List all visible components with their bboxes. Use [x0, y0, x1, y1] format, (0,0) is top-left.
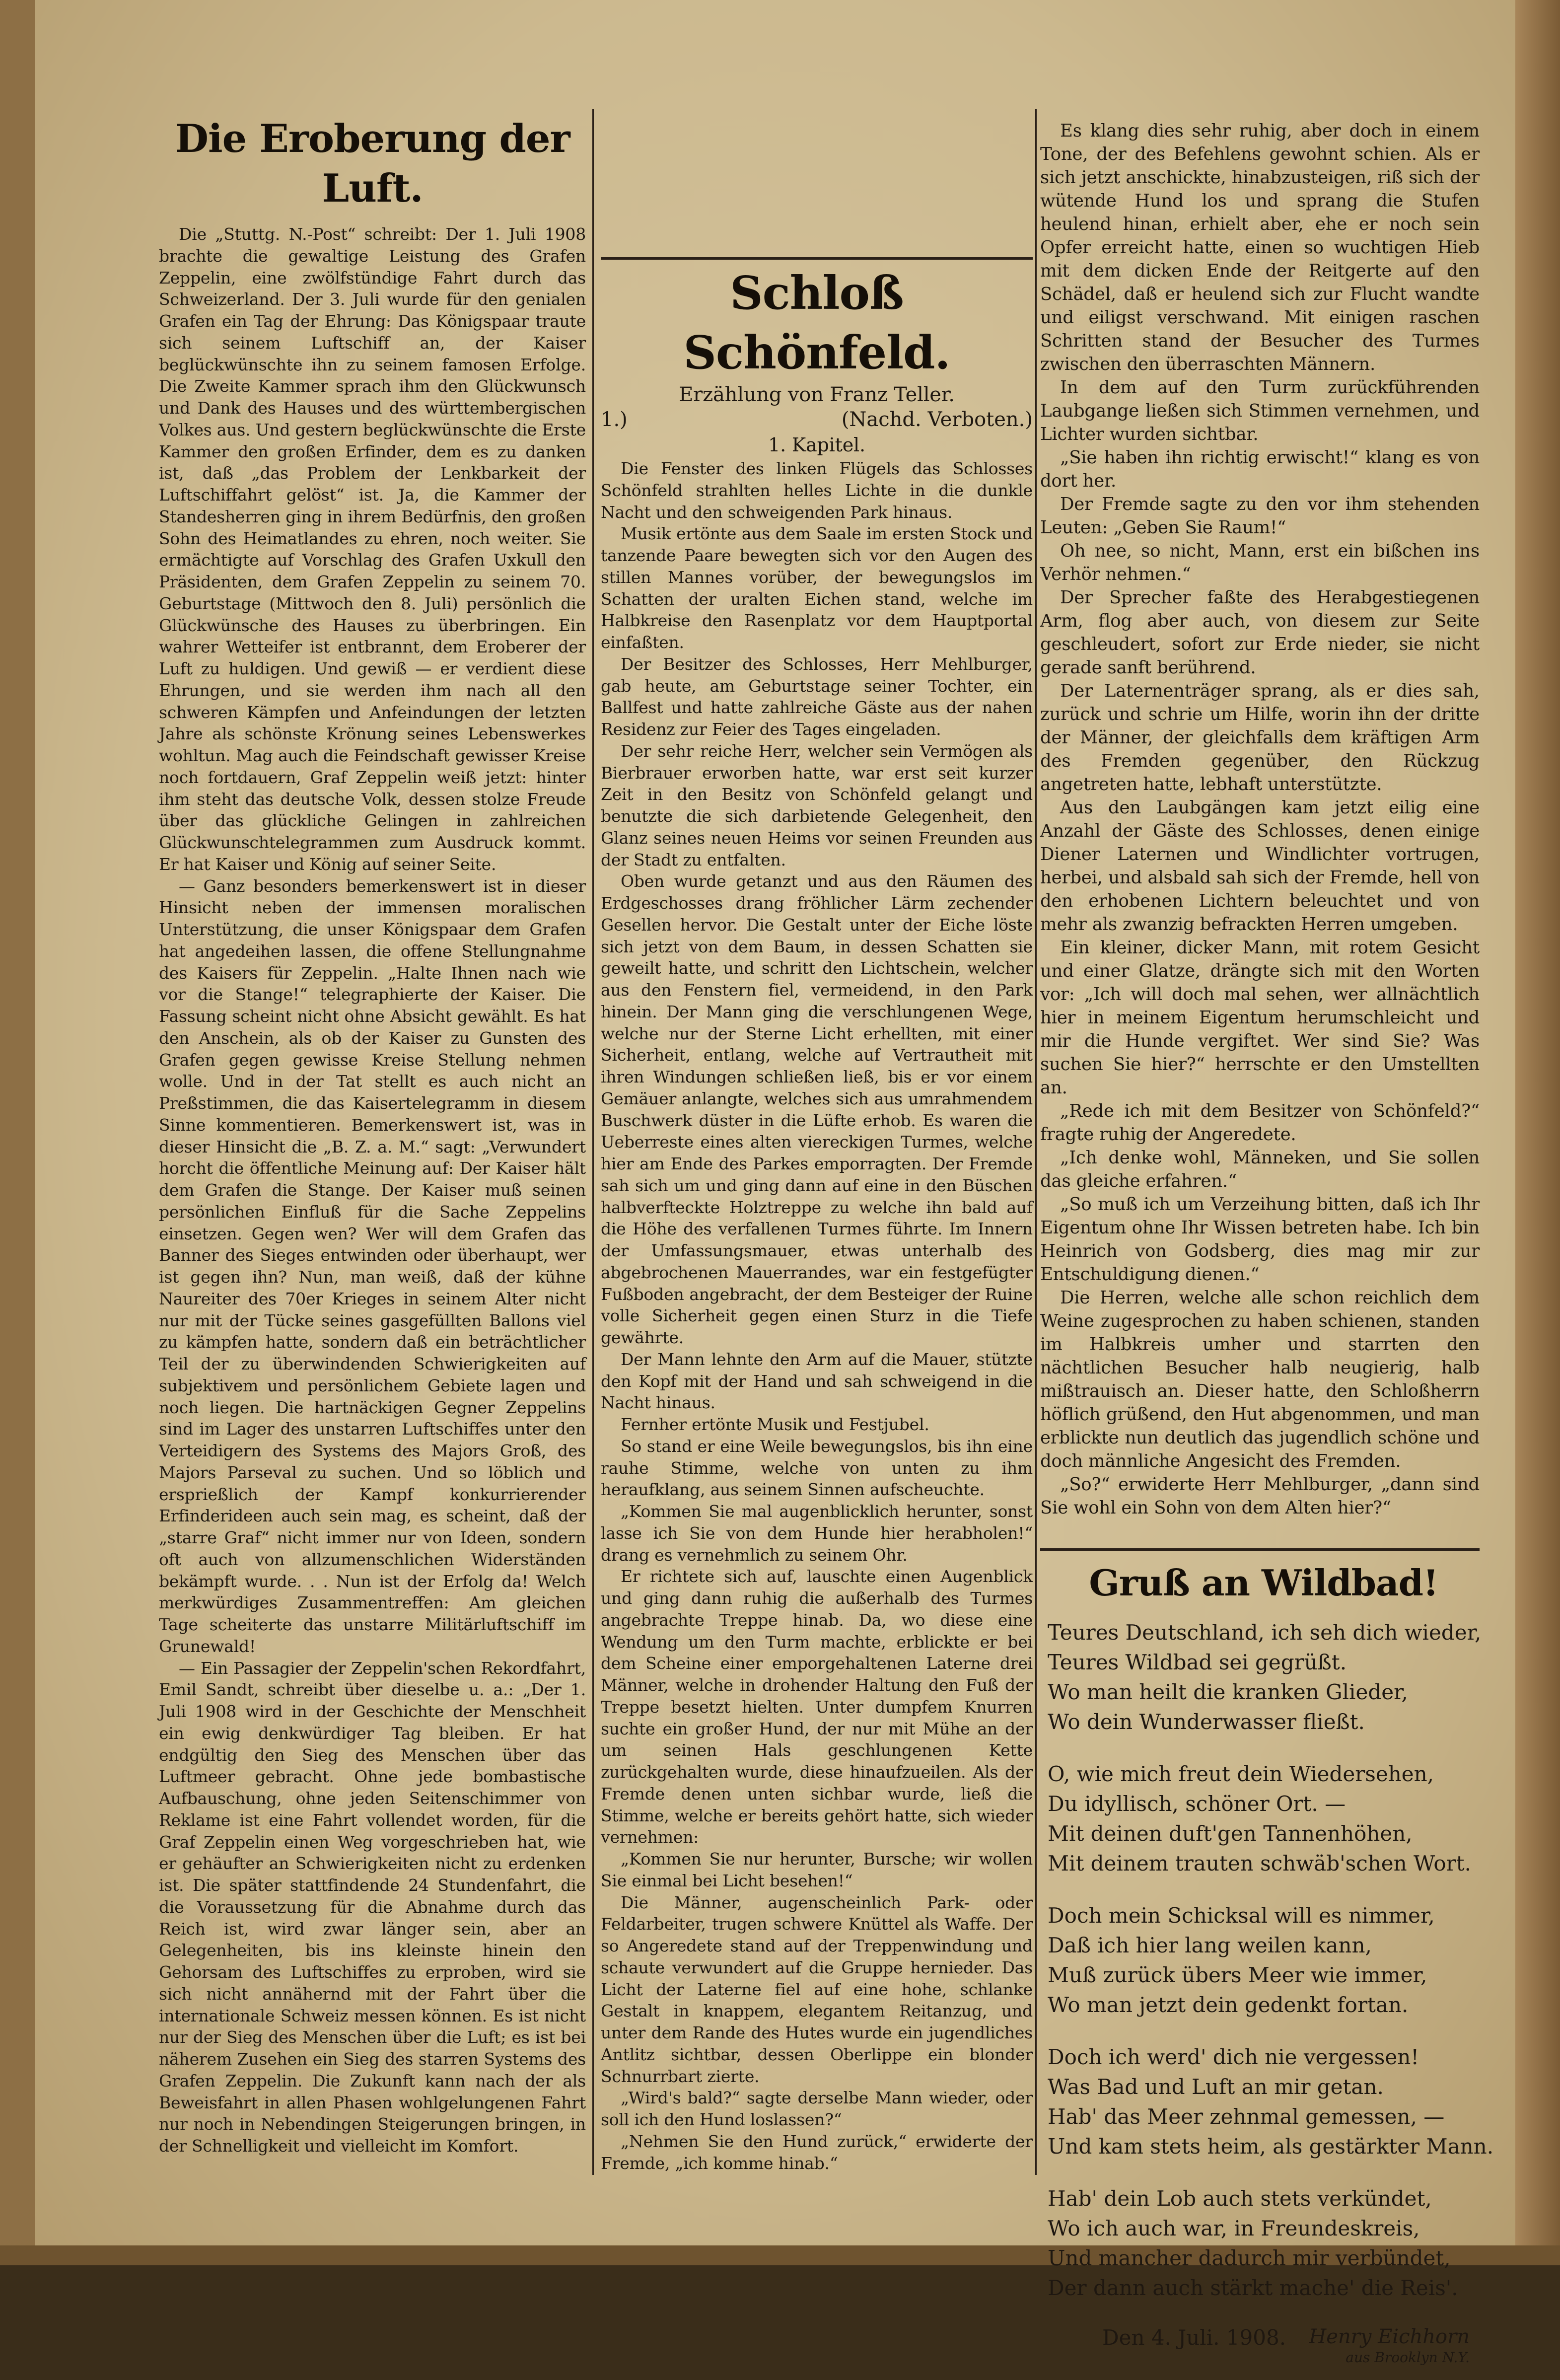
story-paragraph: Der Besitzer des Schlosses, Herr Mehlburger, gab heute, am Geburtstage seiner Tochter, ein Ballfest und hatte zahlreiche Gäste aus der nahen Residenz zur Feier des Tages eingeladen. — [601, 654, 1033, 739]
story-paragraph: Ein kleiner, dicker Mann, mit rotem Gesicht und einer Glatze, drängte sich mit den Worten vor: „Ich will doch mal sehen, wer allnächtlich hier in meinem Eigentum herumschleicht und mir die Hunde vergiftet. Wer sind Sie? Was suchen Sie hier?“ herrschte er den Umstellten an. — [1040, 938, 1480, 1098]
story-paragraph: Der Laternenträger sprang, als er dies sah, zurück und schrie um Hilfe, worin ihn der dritte der Männer, der gleichfalls dem kräftigen Arm des Fremden gegenüber, den Rückzug angetreten hatte, lebhaft unterstützte. — [1040, 681, 1480, 794]
poem-stanza — [1048, 1901, 1480, 2020]
story-paragraph: Er richtete sich auf, lauschte einen Augenblick und ging dann ruhig die außerhalb des Turmes angebrachte Treppe hinab. Da, wo diese eine Wendung um den Turm machte, erblickte er bei dem Scheine einer emporgehaltenen Laterne drei Männer, welche in drohender Haltung den Fuß der Treppe besetzt hielten. Unter dumpfem Knurren suchte ein großer Hund, der nur mit Mühe an der um seinen Hals geschlungenen Kette zurückgehalten wurde, diese hinaufzueilen. Als der Fremde denen unten sichbar wurde, ließ die Stimme, welche er bereits gehört hatte, sich wieder vernehmen: — [601, 1567, 1033, 1847]
poem-line: Du idyllisch, schöner Ort. — — [1048, 1792, 1346, 1816]
poem-date: Den 4. Juli. 1908. — [1102, 2325, 1286, 2350]
story-paragraph: „So muß ich um Verzeihung bitten, daß ich Ihr Eigentum ohne Ihr Wissen betreten habe. Ich bin Heinrich von Godsberg, dies mag mir zur Entschuldigung dienen.“ — [1040, 1194, 1480, 1285]
story-paragraph: Aus den Laubgängen kam jetzt eilig eine Anzahl der Gäste des Schlosses, denen einige Diener Laternen und Windlichter vortrugen, herbei, und alsbald sah sich der Fremde, hell von den erhobenen Lichtern beleuchtet und von mehr als zwanzig befrackten Herren umgeben. — [1040, 797, 1480, 935]
binding-edge — [0, 0, 35, 2265]
chapter-heading: 1. Kapitel. — [768, 434, 865, 456]
story-paragraph: „So?“ erwiderte Herr Mehlburger, „dann sind Sie wohl ein Sohn von dem Alten hier?“ — [1040, 1474, 1480, 1518]
story-title: Schloß Schönfeld. — [683, 266, 950, 379]
story-paragraph: Es klang dies sehr ruhig, aber doch in einem Tone, der des Befehlens gewohnt schien. Als er sich jetzt anschickte, hinabzusteigen, riß sich der wütende Hund los und sprang die Stufen heulend hinan, erhielt aber, ehe er noch sein Opfer erreicht hatte, einen so wuchtigen Hieb mit dem dicken Ende der Reitgerte auf den Schädel, daß er heulend sich zur Flucht wandte und eiligst verschwand. Mit einigen raschen Schritten stand der Besucher des Turmes zwischen den überraschten Männern. — [1040, 121, 1480, 374]
poem-gruss-an-wildbad — [1048, 1559, 1494, 2380]
poem-line: Doch ich werd' dich nie vergessen! — [1048, 2045, 1419, 2069]
poem-line: Teures Wildbad sei gegrüßt. — [1048, 1650, 1347, 1674]
story-paragraph: „Kommen Sie mal augenblicklich herunter, sonst lasse ich Sie von dem Hunde hier herabholen!“ drang es vernehmlich zu seinem Ohr. — [601, 1502, 1033, 1565]
page-edge — [1515, 0, 1560, 2265]
divider — [1040, 1548, 1480, 1551]
poem-line: O, wie mich freut dein Wiedersehen, — [1048, 1762, 1434, 1786]
column-rule — [592, 109, 594, 2175]
article-title: Die Eroberung der Luft. — [175, 116, 570, 211]
story-paragraph: Der Mann lehnte den Arm auf die Mauer, stützte den Kopf mit der Hand und sah schweigend in die Nacht hinaus. — [601, 1349, 1033, 1413]
story-paragraph: „Nehmen Sie den Hund zurück,“ erwiderte der Fremde, „ich komme hinab.“ — [601, 2131, 1033, 2173]
poem-line: Doch mein Schicksal will es nimmer, — [1048, 1903, 1435, 1928]
poem-line: Mit deinem trauten schwäb'schen Wort. — [1048, 1851, 1471, 1875]
article-schloss-continued — [1040, 119, 1480, 1519]
rights-notice: (Nachd. Verboten.) — [841, 408, 1033, 431]
poem-line: Und mancher dadurch mir verbündet, — [1048, 2246, 1451, 2270]
poem-line: Wo ich auch war, in Freundeskreis, — [1048, 2216, 1420, 2240]
story-paragraph: „Wird's bald?“ sagte derselbe Mann wieder, oder soll ich den Hund loslassen?“ — [601, 2088, 1033, 2129]
poem-line: Mit deinen duft'gen Tannenhöhen, — [1048, 1821, 1413, 1846]
poem-stanza — [1048, 1759, 1480, 1878]
story-paragraph: Die Herren, welche alle schon reichlich dem Weine zugesprochen zu haben schienen, standen im Halbkreis umher und starrten den nächtlichen Besucher halb neugierig, halb mißtrauisch an. Dieser hatte, den Schloßherrn höflich grüßend, den Hut abgenommen, und man erblickte nun deutlich das jugendlich schöne und doch männliche Angesicht des Fremden. — [1040, 1288, 1480, 1471]
article-paragraph: — Ein Passagier der Zeppelin'schen Rekordfahrt, Emil Sandt, schreibt über dieselbe u. a.: „Der 1. Juli 1908 wird in der Geschichte der Menschheit ein ewig denkwürdiger Tag bleiben. Er hat endgültig den Sieg des Menschen über das Luftmeer gebracht. Ohne jede bombastische Aufbauschung, ohne jeden Seitenschimmer von Reklame ist eine Fahrt vollendet worden, für die Graf Zeppelin einen Weg vorgeschrieben hat, wie er gehäufter an Schwierigkeiten nicht zu erdenken ist. Die später stattfindende 24 Stundenfahrt, die die Voraussetzung für die Abnahme durch das Reich ist, wird zwar länger sein, aber an Gelegenheiten, bis ins kleinste hinein den Gehorsam des Luftschiffes zu erproben, wird sie sich nicht annähernd mit der Fahrt über die internationale Schweiz messen können. Es ist nicht nur der Sieg des Menschen über die Luft; es ist bei näherem Zusehen ein Sieg des starren Systems des Grafen Zeppelin. Die Zukunft kann nach der als Beweisfahrt in allen Phasen wohlgelungenen Fahrt nur noch in Nebendingen Steigerungen bringen, in der Schnelligkeit und vielleicht im Komfort. — [159, 1658, 586, 2156]
poem-line: Hab' dein Lob auch stets verkündet, — [1048, 2186, 1432, 2211]
installment-number: 1.) — [601, 408, 628, 431]
poem-stanza — [1048, 2184, 1480, 2303]
poem-line: Und kam stets heim, als gestärkter Mann. — [1048, 2134, 1494, 2159]
poem-line: Wo man jetzt dein gedenkt fortan. — [1048, 1993, 1409, 2017]
poem-footer — [1048, 2325, 1480, 2380]
poem-line: Hab' das Meer zehnmal gemessen, — — [1048, 2104, 1445, 2129]
story-paragraph: „Kommen Sie nur herunter, Bursche; wir wollen Sie einmal bei Licht besehen!“ — [601, 1849, 1033, 1890]
article-paragraph: Die „Stuttg. N.-Post“ schreibt: Der 1. Juli 1908 brachte die gewaltige Leistung des Grafen Zeppelin, eine zwölfstündige Fahrt durch das Schweizerland. Der 3. Juli wurde für den genialen Grafen ein Tag der Ehrung: Das Königspaar traute sich seinem Luftschiff an, der Kaiser beglückwünschte ihn zu seinem famosen Erfolge. Die Zweite Kammer sprach ihm den Glückwunsch und Dank des Hauses und des württembergischen Volkes aus. Und gestern beglückwünschte die Erste Kammer den großen Erfinder, dem es zu danken ist, daß „das Problem der Lenkbarkeit der Luftschiffahrt gelöst“ ist. Ja, die Kammer der Standesherren ging in ihrem Bedürfnis, den großen Sohn des Heimatlandes zu ehren, noch weiter. Sie ermächtigte auf Vorschlag des Grafen Uxkull den Präsidenten, dem Grafen Zeppelin zu seinem 70. Geburtstage (Mittwoch den 8. Juli) persönlich die Glückwünsche des Hauses zu überbringen. Ein wahrer Wetteifer ist entbrannt, dem Eroberer der Luft zu huldigen. Und gewiß — er verdient diese Ehrungen, und sie werden ihm nach all den schweren Kämpfen und Anfeindungen der letzten Jahre als schönste Krönung seines Lebenswerkes wohltun. Mag auch die Feindschaft gewisser Kreise noch fortdauern, Graf Zeppelin weiß jetzt: hinter ihm steht das deutsche Volk, dessen stolze Freude über das glückliche Gelingen in zahlreichen Glückwunschtelegrammen zum Ausdruck kommt. Er hat Kaiser und König auf seiner Seite. — [159, 224, 586, 874]
poem-line: Teures Deutschland, ich seh dich wieder, — [1048, 1620, 1482, 1645]
story-paragraph: „Sie haben ihn richtig erwischt!“ klang es von dort her. — [1040, 447, 1480, 491]
story-paragraph: Musik ertönte aus dem Saale im ersten Stock und tanzende Paare bewegten sich vor den Augen des stillen Mannes vorüber, der bewegungslos im Schatten der uralten Eichen stand, welche im Halbkreise den Rasenplatz vor dem Hauptportal einfaßten. — [601, 524, 1033, 652]
divider — [601, 257, 1033, 260]
poem-stanza — [1048, 2042, 1494, 2162]
poem-title: Gruß an Wildbad! — [1089, 1562, 1438, 1604]
poem-line: Wo man heilt die kranken Glieder, — [1048, 1680, 1408, 1704]
story-paragraph: Die Männer, augenscheinlich Park- oder Feldarbeiter, trugen schwere Knüttel als Waffe. Der so Angeredete stand auf der Treppenwindung und schaute verwundert auf die Gruppe hernieder. Das Licht der Laterne fiel auf eine hohe, schlanke Gestalt in knappem, elegantem Reitanzug, und unter dem Rande des Hutes wurde ein jugendliches Antlitz sichtbar, dessen Oberlippe ein blonder Schnurrbart zierte. — [601, 1892, 1033, 2086]
story-paragraph: So stand er eine Weile bewegungslos, bis ihn eine rauhe Stimme, welche von unten zu ihm heraufklang, aus seinem Sinnen aufscheuchte. — [601, 1436, 1033, 1500]
story-paragraph: Der sehr reiche Herr, welcher sein Vermögen als Bierbrauer erworben hatte, war erst seit kurzer Zeit in den Besitz von Schönfeld gelangt und benutzte die sich darbietende Gelegenheit, den Glanz seines neuen Heims vor seinen Freunden aus der Stadt zu entfalten. — [601, 741, 1033, 869]
story-paragraph: „Ich denke wohl, Männeken, und Sie sollen das gleiche erfahren.“ — [1040, 1148, 1480, 1191]
poem-author: Henry Eichhorn — [1309, 2325, 1470, 2348]
poem-stanza — [1048, 1618, 1480, 1737]
story-paragraph: Fernher ertönte Musik und Festjubel. — [621, 1415, 929, 1434]
poem-line: Der dann auch stärkt mache' die Reis'. — [1048, 2276, 1458, 2300]
poem-line: Daß ich hier lang weilen kann, — [1048, 1933, 1372, 1957]
story-paragraph: Der Sprecher faßte des Herabgestiegenen Arm, flog aber auch, von diesem zur Seite geschleudert, sofort zur Erde nieder, sie nicht gerade sanft berührend. — [1040, 587, 1480, 678]
story-paragraph: Der Fremde sagte zu den vor ihm stehenden Leuten: „Geben Sie Raum!“ — [1040, 494, 1480, 538]
poem-line: Was Bad und Luft an mir getan. — [1048, 2075, 1384, 2099]
story-paragraph: In dem auf den Turm zurückführenden Laubgange ließen sich Stimmen vernehmen, und Lichter wurden sichtbar. — [1040, 377, 1480, 444]
article-schloss — [601, 119, 1033, 2174]
story-paragraph: Die Fenster des linken Flügels das Schlosses Schönfeld strahlten helles Lichte in die dunkle Nacht und den schweigenden Park hinaus. — [601, 459, 1033, 522]
story-paragraph: Oh nee, so nicht, Mann, erst ein bißchen ins Verhör nehmen.“ — [1040, 541, 1480, 584]
story-paragraph: Oben wurde getanzt und aus den Räumen des Erdgeschosses drang fröhlicher Lärm zechender Gesellen hervor. Die Gestalt unter der Eiche löste sich jetzt von dem Baum, in dessen Schatten sie geweilt hatte, und schritt den Lichtschein, welcher aus den Fenstern fiel, vermeidend, in den Park hinein. Der Mann ging die verschlungenen Wege, welche nur der Sterne Licht erhellten, mit einer Sicherheit, entlang, welche auf Vertrautheit mit ihren Windungen schließen ließ, bis er vor einem Gemäuer anlangte, welches sich aus umrahmendem Buschwerk düster in die Lüfte erhob. Es waren die Ueberreste eines alten viereckigen Turmes, welche hier am Ende des Parkes emporragten. Der Fremde sah sich um und ging dann auf eine in den Büschen halbverfteckte Holztreppe zu welche ihn bald auf die Höhe des verfallenen Turmes führte. Im Innern der Umfassungsmauer, etwas unterhalb des abgebrochenen Mauerrandes, war ein festgefügter Fußboden angebracht, der dem Besteiger der Ruine volle Sicherheit gegen einen Sturz in die Tiefe gewährte. — [601, 871, 1033, 1347]
article-eroberung — [159, 114, 586, 2157]
poem-line: Muß zurück übers Meer wie immer, — [1048, 1963, 1427, 1987]
poem-line: Wo dein Wunderwasser fließt. — [1048, 1710, 1365, 1734]
article-paragraph: — Ganz besonders bemerkenswert ist in dieser Hinsicht neben der immensen moralischen Unterstützung, die unser Königspaar dem Grafen hat angedeihen lassen, die offene Stellungnahme des Kaisers für Zeppelin. „Halte Ihnen nach wie vor die Stange!“ telegraphierte der Kaiser. Die Fassung scheint nicht ohne Absicht gewählt. Es hat den Anschein, als ob der Kaiser zu Gunsten des Grafen gegen gewisse Kreise Stellung nehmen wolle. Und in der Tat stellt es auch nicht an Preßstimmen, die das Kaisertelegramm in diesem Sinne kommentieren. Bemerkenswert ist, was in dieser Hinsicht die „B. Z. a. M.“ sagt: „Verwundert horcht die öffentliche Meinung auf: Der Kaiser hält dem Grafen die Stange. Der Kaiser muß seinen persönlichen Einfluß für die Sache Zeppelins einsetzen. Gegen wen? Wer will dem Grafen das Banner des Sieges entwinden oder überhaupt, wer ist gegen ihn? Nun, man weiß, daß der kühne Naureiter des 70er Krieges in seinem Alter nicht nur mit der Tücke seines gasgefüllten Ballons viel zu kämpfen hatte, sondern daß ein beträchtlicher Teil der zu überwindenden Schwierigkeiten auf subjektivem und persönlichem Gebiete lagen und noch liegen. Die hartnäckigen Gegner Zeppelins sind im Lager des unstarren Luftschiffes unter den Verteidigern des Systems des Majors Groß, des Majors Parseval zu suchen. Und so löblich und ersprießlich der Kampf konkurrierender Erfinderideen auch sein mag, es scheint, daß der „starre Graf“ nicht immer nur von Ideen, sondern oft auch von allzumenschlichen Widerständen bekämpft wurde. . . Nun ist der Erfolg da! Welch merkwürdiges Zusammentreffen: Am gleichen Tage scheiterte das unstarre Militärluftschiff im Grunewald! — [159, 876, 586, 1656]
story-byline: Erzählung von Franz Teller. — [679, 383, 955, 406]
poem-author-place: aus Brooklyn N.Y. — [1346, 2349, 1470, 2366]
story-paragraph: „Rede ich mit dem Besitzer von Schönfeld?“ fragte ruhig der Angeredete. — [1040, 1101, 1480, 1145]
column-rule — [1035, 109, 1037, 2175]
